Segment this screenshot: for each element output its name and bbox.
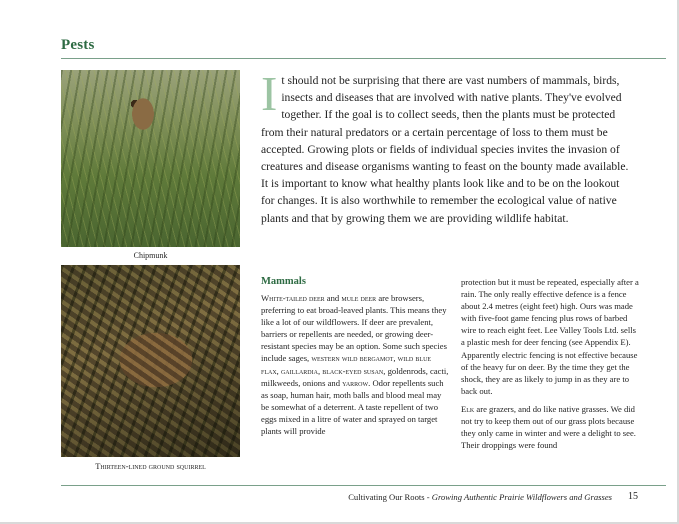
left-column <box>261 292 449 443</box>
intro-text: t should not be surprising that there are vast numbers of mammals, birds, insects and diseases that are involved with native plants. They've evolved together. If the goal is to collect seeds, then the plants must be protected from their natural predators or a certain percentage of loss to them must be accepted. Growing plots or fields of individual species invites the invasion of creatures and disease organisms wanting to feast on the bounty made available. It is important to know what healthy plants look like and to be on the lookout for changes. It is also worthwhile to remember the ecological value of native plants and that by growing them we are providing wildlife habitat. <box>261 74 629 225</box>
species-name: mule deer <box>341 293 377 303</box>
body-text: are browsers, preferring to eat broad-leaved plants. This means they like a lot of our wildflowers. If deer are prevalent, barriers or repellents are needed, or growing deer-resistant species may be an option. Some such species include sages, <box>261 293 447 364</box>
chipmunk-caption: Chipmunk <box>133 251 168 260</box>
mammals-heading: Mammals <box>261 276 306 287</box>
mammals-paragraph-3 <box>461 403 641 451</box>
body-text: are grazers, and do like native grasses. We did not try to keep them out of our grass plots because they only came in winter and were a delight to see. Their droppings were found <box>461 403 636 451</box>
drop-cap: I <box>261 66 278 121</box>
body-text: Odor repellents such as soap, human hair, moth balls and blood meal may be somewhat of a deterrent. A taste repellent of two eggs mixed in a litre of water and sprayed on target plants will provide <box>261 377 444 437</box>
ground-squirrel-caption: Thirteen-lined ground squirrel <box>95 461 206 471</box>
footer-divider <box>61 485 666 486</box>
book-title: Cultivating Our Roots - <box>348 492 432 502</box>
species-name: western wild bergamot, wild blue flax, gaillardia, black-eyed susan, <box>261 353 432 376</box>
book-subtitle: Growing Authentic Prairie Wildflowers and Grasses <box>431 492 612 502</box>
title-divider <box>61 58 666 59</box>
species-name: White-tailed deer <box>261 293 325 303</box>
body-text: goldenrods, cacti, milkweeds, onions and <box>261 365 449 388</box>
mammals-paragraph-2: protection but it must be repeated, especially after a rain. The only really effective defence is a fence about 2.4 metres (eight feet) high. Ours was made with five-foot game fencing plus rows of barbed wire to reach eight feet. Lee Valley Tools Ltd. sells a plastic mesh for deer fencing (see Appendix E). Apparently electric fencing is not effective because of the heavy fur on deer. By the time they get the shock, they are as likely to jump in as they are to back out. <box>461 277 639 396</box>
mammals-paragraph-1 <box>261 292 449 437</box>
right-column <box>461 276 641 457</box>
body-text: and <box>324 293 342 303</box>
intro-paragraph <box>261 66 629 227</box>
section-title: Pests <box>61 37 95 53</box>
running-footer <box>230 492 612 502</box>
species-name: Elk <box>461 403 475 414</box>
page-number: 15 <box>628 491 638 502</box>
species-name: yarrow. <box>342 377 371 388</box>
ground-squirrel-photo <box>61 265 240 457</box>
chipmunk-photo <box>61 70 240 247</box>
